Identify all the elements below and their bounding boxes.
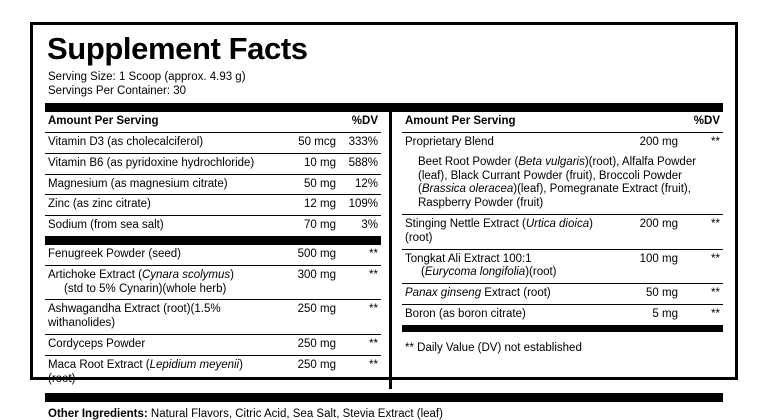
- nutrient-name: Magnesium (as magnesium citrate): [45, 174, 274, 195]
- nutrient-amount: 500 mg: [274, 245, 344, 265]
- facts-columns: [45, 112, 723, 389]
- nutrient-dv: **: [344, 335, 381, 356]
- nutrient-amount: 70 mg: [304, 219, 336, 232]
- nutrient-name-block: Panax ginseng Extract (root): [402, 284, 616, 305]
- table-row: [402, 284, 723, 305]
- table-row: [45, 195, 381, 216]
- daily-value-footnote: ** Daily Value (DV) not established: [405, 341, 582, 354]
- nutrient-dv: **: [686, 284, 723, 305]
- amount-per-serving-header: Amount Per Serving: [45, 112, 274, 132]
- nutrient-dv: **: [344, 265, 381, 300]
- amount-header-spacer: [274, 112, 344, 132]
- nutrient-name: Proprietary Blend: [405, 136, 494, 149]
- nutrient-name-line2: (std to 5% Cynarin)(whole herb): [64, 282, 227, 295]
- amount-header-spacer: [616, 112, 686, 132]
- left-nutrient-table: [45, 112, 381, 389]
- nutrient-dv: 588%: [344, 153, 381, 174]
- blend-detail: Beet Root Powder (Beta vulgaris)(root), Alfalfa Powder (leaf), Black Currant Powder (fruit), Broccoli Powder (Brassica oleracea)(leaf), Pomegranate Extract (fruit), Raspberry Powder (fruit): [402, 153, 723, 215]
- nutrient-amount: 200 mg: [616, 215, 686, 250]
- nutrient-amount: 300 mg: [274, 265, 344, 300]
- nutrient-name: Ashwagandha Extract (root)(1.5% withanolides): [45, 300, 274, 335]
- other-ingredients: [45, 408, 723, 420]
- nutrient-name: Vitamin D3 (as cholecalciferol): [45, 133, 274, 154]
- section-divider-cell: [402, 325, 723, 332]
- table-row: [45, 265, 381, 300]
- nutrient-name: Vitamin B6 (as pyridoxine hydrochloride): [45, 153, 274, 174]
- table-row: [45, 300, 381, 335]
- nutrient-amount: 50 mg: [616, 284, 686, 305]
- table-row: [45, 335, 381, 356]
- table-row: [45, 245, 381, 265]
- table-row: [45, 174, 381, 195]
- table-header-row: [45, 112, 381, 132]
- nutrient-dv: 12%: [344, 174, 381, 195]
- right-column: [392, 112, 723, 389]
- nutrient-amount: 200 mg: [639, 136, 678, 149]
- section-divider-bar: [45, 236, 381, 245]
- table-row: [402, 133, 723, 153]
- nutrient-name: Artichoke Extract (Cynara scolymus): [48, 268, 234, 281]
- nutrient-amount: 10 mg: [274, 153, 344, 174]
- table-row: [45, 153, 381, 174]
- nutrient-dv: **: [711, 308, 720, 321]
- nutrient-dv: 3%: [361, 219, 378, 232]
- nutrient-name: Tongkat Ali Extract 100:1: [405, 252, 532, 265]
- table-row: [45, 216, 381, 236]
- nutrient-amount: 250 mg: [274, 335, 344, 356]
- section-divider-cell: [45, 236, 381, 245]
- dv-header: %DV: [686, 112, 723, 132]
- nutrient-amount: 250 mg: [274, 300, 344, 335]
- nutrient-name: Boron (as boron citrate): [405, 308, 526, 321]
- nutrient-name: Cordyceps Powder: [45, 335, 274, 356]
- amount-per-serving-header: Amount Per Serving: [402, 112, 616, 132]
- nutrient-amount: 50 mg: [274, 174, 344, 195]
- nutrient-name-block: Maca Root Extract (Lepidium meyenii)(root): [48, 358, 243, 385]
- nutrient-amount: 5 mg: [652, 308, 678, 321]
- table-row: [402, 249, 723, 284]
- section-divider-row: [402, 325, 723, 332]
- table-header-row: [402, 112, 723, 132]
- table-row: [45, 355, 381, 389]
- nutrient-dv: **: [686, 215, 723, 250]
- nutrient-name: Sodium (from sea salt): [48, 219, 164, 232]
- dv-header: %DV: [344, 112, 381, 132]
- nutrient-dv: **: [711, 136, 720, 149]
- right-nutrient-table: [402, 112, 723, 332]
- nutrient-name: Fenugreek Powder (seed): [45, 245, 274, 265]
- blend-detail-row: [402, 153, 723, 215]
- nutrient-dv: 109%: [344, 195, 381, 216]
- header-divider-bar: [45, 103, 723, 112]
- serving-size: Serving Size: 1 Scoop (approx. 4.93 g): [48, 70, 246, 83]
- nutrient-name-line2: (Eurycoma longifolia)(root): [421, 266, 557, 279]
- nutrient-dv: 333%: [344, 133, 381, 154]
- table-row: [45, 133, 381, 154]
- nutrient-dv: **: [344, 300, 381, 335]
- bottom-divider-bar: [45, 393, 723, 402]
- nutrient-amount: 250 mg: [297, 358, 336, 371]
- section-divider-row: [45, 236, 381, 245]
- nutrient-amount: 50 mcg: [274, 133, 344, 154]
- other-ingredients-value: Natural Flavors, Citric Acid, Sea Salt, Stevia Extract (leaf): [150, 408, 443, 420]
- servings-per-container: Servings Per Container: 30: [48, 84, 187, 97]
- nutrient-amount: 100 mg: [616, 249, 686, 284]
- nutrient-dv: **: [686, 249, 723, 284]
- nutrient-name: Zinc (as zinc citrate): [45, 195, 274, 216]
- nutrient-amount: 12 mg: [274, 195, 344, 216]
- nutrient-name-block: Stinging Nettle Extract (Urtica dioica)(root): [402, 215, 616, 250]
- left-column: [45, 112, 389, 389]
- page-title: Supplement Facts: [47, 31, 308, 66]
- nutrient-name-block: [402, 249, 616, 284]
- nutrient-dv: **: [344, 245, 381, 265]
- table-row: [402, 215, 723, 250]
- table-row: [402, 305, 723, 325]
- section-divider-bar: [402, 325, 723, 332]
- supplement-facts-panel: [30, 22, 738, 420]
- nutrient-name-block: [45, 265, 274, 300]
- nutrient-dv: **: [369, 358, 378, 371]
- other-ingredients-label: Other Ingredients:: [48, 408, 148, 420]
